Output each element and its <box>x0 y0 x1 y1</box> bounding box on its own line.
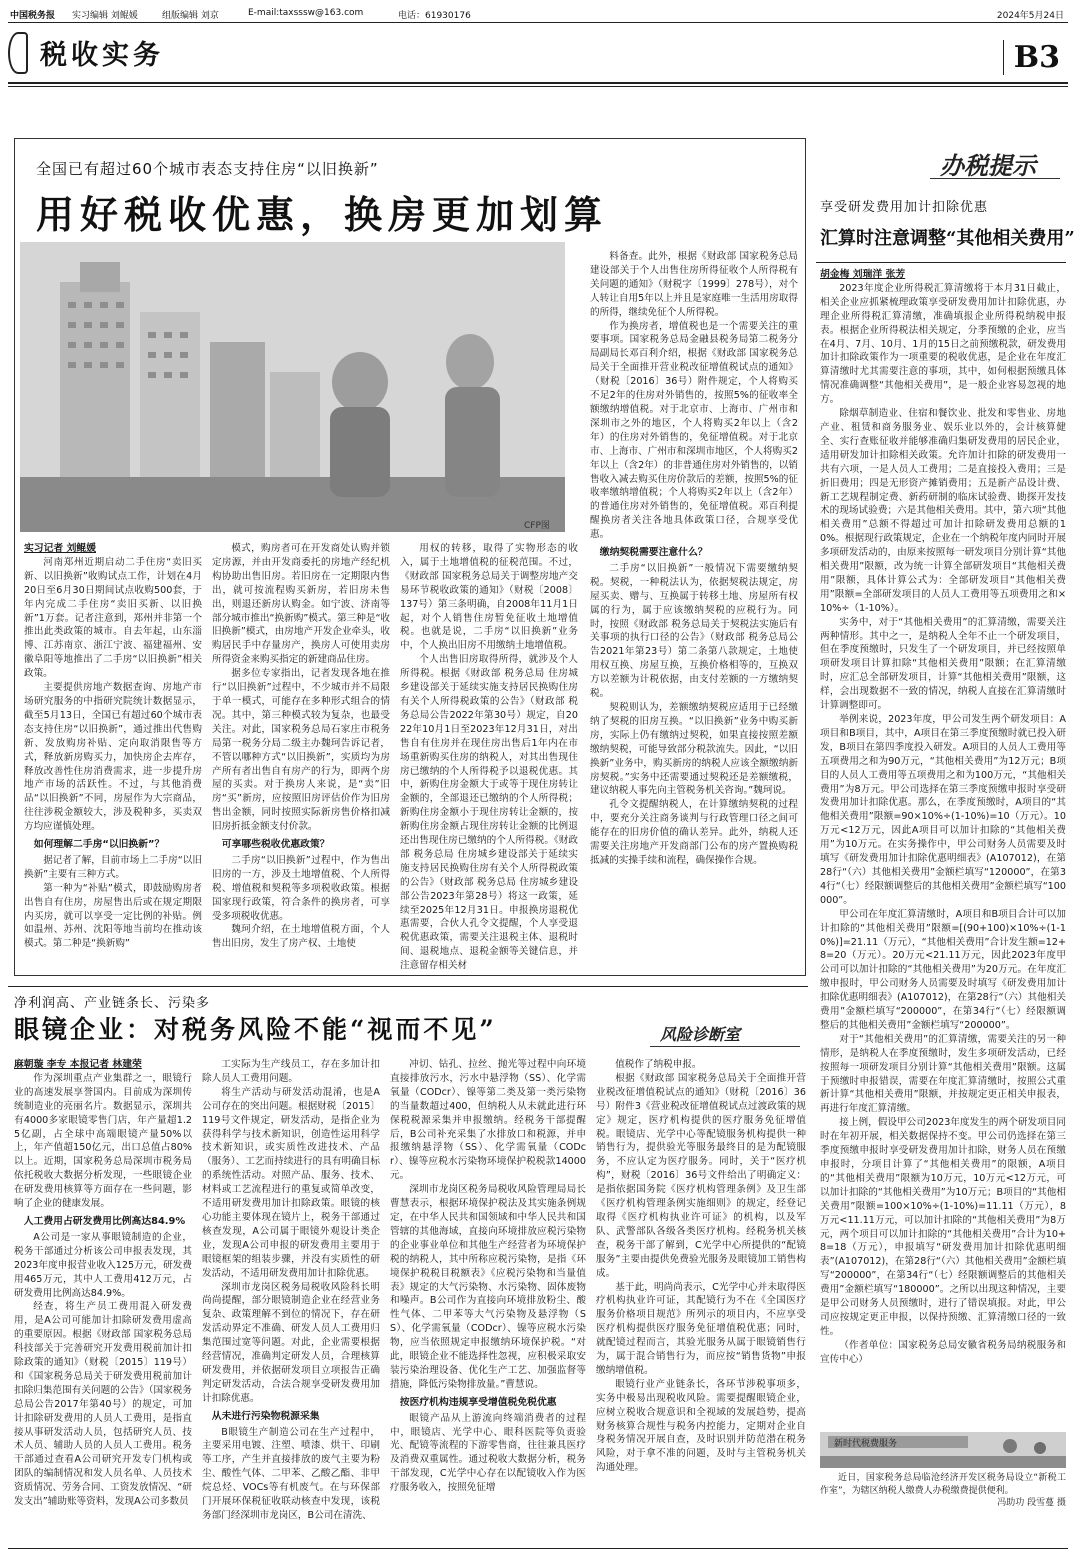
lead-paragraph: 孔令文提醒纳税人，在计算缴纳契税的过程中，要充分关注商务谈判与行政管理口径之间可能存在的旧房价值的确认差异。此外，纳税人还需要关注房地产开发商部门公布的房产置换购税抵减的实操手续和流程，确保操作合规。 <box>590 799 798 866</box>
tax-office-photo <box>820 1432 1066 1468</box>
tip-paragraph: 举例来说，2023年度，甲公司发生两个研发项目：A项目和B项目，其中，A项目在第三季度预缴时就已投入研发，B项目在第四季度投入研发。A项目的人员人工费用等五项费用之和为90万元，“其他相关费用”为12万元；B项目的人员人工费用等五项费用之和为100万元，“其他相关费用”为8万元。甲公司选择在第三季度预缴申报时享受研发费用加计扣除优惠。那么，在季度预缴时，A项目的“其他相关费用”限额=90×10%÷(1-10%)=10（万元）。10万元<12万元，因此A项目可以加计扣除的“其他相关费用”为10万元。在实务操作中，甲公司财务人员需要及时填写《研发费用加计扣除优惠明细表》(A107012)，在第28行“（六）其他相关费用”金额栏填写“120000”，在第34行“（七）经限额调整后的其他相关费用”金额栏填写“100000”。 <box>820 714 1066 906</box>
second-paragraph: 工实际为生产线员工，存在多加计扣除人员人工费用问题。 <box>202 1059 380 1084</box>
lead-photo-credit: CFP图 <box>524 521 550 531</box>
lead-column-2 <box>212 542 390 972</box>
photo-caption: 近日，国家税务总局临沧经济开发区税务局设立“新税工作室”，为辖区纳税人缴费人办税缴费提供便利。 <box>820 1473 1066 1496</box>
tip-brand: 办税提示 <box>940 151 1036 180</box>
lead-subhead: 如何理解二手房“以旧换新”？ <box>33 839 165 851</box>
second-paragraph: 深圳市龙岗区税务局税收风险科长明尚尚提醒，部分眼镜制造企业在经营业务复杂、政策理解不到位的情况下，存在研发活动界定不准确、研发人员人工费用归集范围过宽等问题。对此，企业需要根据经营情况，准确判定研发人员，合理核算研发费用，并依据研发项目立项报告正确判定研发活动，合法合规享受研发费用加计扣除优惠。 <box>202 1281 380 1404</box>
second-byline: 麻朝璇 李专 本报记者 林建荣 <box>14 1059 142 1070</box>
phone: 电话：61930176 <box>398 11 471 21</box>
second-paragraph: 作为深圳重点产业集群之一，眼镜行业的高速发展享誉国内。目前成为深圳传统制造业的亮丽名片。数据显示，深圳共有4000多家眼镜零售门店，年产量超1.25亿副，占全球中高端眼镜产量50%以上，年产值超150亿元，出口总值占80%以上。近期，国家税务总局深圳市税务局依托税收大数据分析发现，一些眼镜企业在研发费用核算等方面存在一些问题，影响了企业的健康发展。 <box>14 1072 192 1210</box>
lead-subhead: 可享哪些税收优惠政策？ <box>221 839 330 851</box>
second-paragraph: 经查，将生产员工费用混入研发费用，是A公司可能加计扣除研发费用虚高的重要原因。根据《财政部 国家税务总局 科技部关于完善研究开发费用税前加计扣除政策的通知》（财税〔2015〕119号）和《国家税务总局关于研发费用税前加计扣除归集范围有关问题的公告》（国家税务总局公告2017年第40号）的规定，可加计扣除研发费用的人员人工费用，是指直接从事研发活动人员，包括研究人员、技术人员、辅助人员的人员人工费用。税务干部通过查看A公司研究开发专门机构或团队的编制情况和发人员名单、人员技术资质情况、劳务合同、工资发放情况、“研发支出”辅助账等资料，发现A公司多数员 <box>14 1301 192 1508</box>
second-subhead: 从未进行污染物税源采集 <box>211 1410 320 1422</box>
section-title: 税收实务 <box>40 40 164 71</box>
second-subhead: 人工费用占研发费用比例高达84.9% <box>23 1215 186 1227</box>
page-number: B3 <box>1003 40 1060 75</box>
second-paragraph: B眼镜生产制造公司在生产过程中，主要采用电镀、注塑、喷漆、烘干、印刷等工序，产生并直接排放的废气主要为粉尘、酸性气体、二甲苯、乙酸乙酯、非甲烷总烃、VOCs等有机废气。在与环保部门开展环保税征收联动核查中发现，该税务部门经深圳市龙岗区，B公司在清洗、 <box>202 1426 380 1521</box>
second-paragraph: 眼镜行业产业链条长，各环节涉税事项多，实务中极易出现税收风险。需要提醒眼镜企业，应树立税收合规意识和全视域的发展趋势，提高财务核算合规性与税务内控能力，定期对企业自身税务情况开展自查，及时识别并防范潜在税务风险，对于拿不准的问题，及时与主管税务机关沟通处理。 <box>596 1378 806 1474</box>
issue-date: 2024年5月24日 <box>996 11 1064 21</box>
second-paragraph: 基于此，明尚尚表示，C光学中心并未取得医疗机构执业许可证，其配镜行为不在《全国医疗服务价格项目规范》所列示的项目内，不应享受医疗机构提供医疗服务免征增值税优惠；同时，就配镜过程而言，其验光服务从属于眼镜销售行为，属于混合销售行为，而应按“销售货物”申报缴纳增值税。 <box>596 1281 806 1376</box>
second-column-3 <box>390 1058 586 1548</box>
lead-paragraph: 个人出售旧房取得所得，就涉及个人所得税。根据《财政部 税务总局 住房城乡建设部关于延续实施支持居民换购住房有关个人所得税政策的公告》（财政部 税务总局公告2022年第30号）规定，自2022年10月1日至2023年12月31日，对出售自有住房并在现住房出售后1年内在市场重新购买住房的纳税人，对其出售现住房已缴纳的个人所得税予以退税优惠。其中，新购住房金额大于或等于现住房转让金额的，全部退还已缴纳的个人所得税；新购住房金额小于现住房转让金额的，按新购住房金额占现住房转让金额的比例退还出售现住房已缴纳的个人所得税。《财政部 税务总局 住房城乡建设部关于延续实施支持居民换购住房有关个人所得税政策的公告》（财政部 税务总局 住房城乡建设部公告2023年第28号）将这一政策，延续至2025年12月31日。申报换房退税优惠需要，合伙人孔令文提醒，个人享受退税优惠政策，需要关注退税主体、退税时间、退税地点、退税金额等关键信息，并注意留存相关材 <box>400 654 578 972</box>
second-subhead: 按医疗机构违规享受增值税免税优惠 <box>399 1396 557 1408</box>
paper-name: 中国税务报 <box>10 11 56 21</box>
second-paragraph: 根据《财政部 国家税务总局关于全面推开营业税改征增值税试点的通知》（财税〔2016〕36号）附件3《营业税改征增值税试点过渡政策的规定》规定，医疗机构提供的医疗服务免征增值税。眼镜店、光学中心等配镜服务机构提供一种销售行为，提供验光等服务最终目的是为配镜服务，不应认定为医疗服务。同时，关于“医疗机构”，财税〔2016〕36号文件给出了明确定义：是指依据国务院《医疗机构管理条例》及卫生部《医疗机构管理条例实施细则》的规定，经登记取得《医疗机构执业许可证》的机构，以及军队、武警部队各级各类医疗机构。经税务机关核查，税务干部了解到，C光学中心所提供的“配镜服务”主要由提供免费验光服务及眼镜加工销售构成。 <box>596 1072 806 1279</box>
tip-paragraph: 接上例，假设甲公司2023年度发生的两个研发项目同时在年初开展，相关数据保持不变。甲公司仍选择在第三季度预缴申报时享受研发费用加计扣除，财务人员在预缴申报时，分项目计算了“其他相关费用”的限额，A项目的“其他相关费用”限额为10万元，10万元<12万元，可以加计扣除的“其他相关费用”为10万元；B项目的“其他相关费用”限额=100×10%÷(1-10%)=11.11（万元），8万元<11.11万元，可以加计扣除的“其他相关费用”为8万元，两个项目可以加计扣除的“其他相关费用”合计为10+8=18（万元），申报填写“研发费用加计扣除优惠明细表”(A107012)，在第28行“（六）其他相关费用”金额栏填写“200000”，在第34行“（七）经限额调整后的其他相关费用”金额栏填写“180000”。之所以出现这种情况，主要是甲公司财务人员预缴时，进行了错误填报。对此，甲公司应按规定更正申报，以保持预缴、汇算清缴口径的一致性。 <box>820 1117 1066 1337</box>
risk-clinic-underline <box>650 1046 800 1047</box>
second-column-4 <box>596 1058 806 1548</box>
lead-paragraph: 二手房“以旧换新”过程中，作为售出旧房的一方，涉及土地增值税、个人所得税、增值税和契税等多项税收政策。根据国家现行政策，符合条件的换房者，可享受多项税收优惠。 <box>212 854 390 922</box>
second-paragraph: 将生产活动与研发活动混淆，也是A公司存在的突出问题。根据财税〔2015〕119号文件规定，研发活动，是指企业为获得科学与技术新知识，创造性运用科学技术新知识，或实质性改进技术、产品（服务）、工艺而持续进行的具有明确目标的系统性活动。对照产品、服务、技术、材料或工艺流程进行的重复或简单改变，不适用研发费用加计扣除政策。眼镜的核心功能主要体现在镜片上，税务干部通过核查发现，A公司属于眼镜外观设计类企业，发现A公司申报的研发费用主要用于眼镜框架的组装步骤，并没有实质性的研发活动，不适用研发费用加计扣除优惠。 <box>202 1086 380 1279</box>
second-headline: 眼镜企业：对税务风险不能“视而不见” <box>14 1015 497 1044</box>
lead-photo <box>20 242 565 532</box>
tax-service-desk-illustration <box>820 1432 1066 1468</box>
tip-brand-underline <box>930 178 1060 179</box>
tip-paragraph: 甲公司在年度汇算清缴时，A项目和B项目合计可以加计扣除的“其他相关费用”限额=[(90+100)×10%÷(1-10%)]=21.11（万元），“其他相关费用”合计发生额=12+8=20（万元）。20万元<21.11万元，因此2023年度甲公司可以加计扣除的“其他相关费用”为20万元。在年度汇缴申报时，甲公司财务人员需要及时填写《研发费用加计扣除优惠明细表》(A107012)，在第28行“（六）其他相关费用”金额栏填写“200000”，在第34行“（七）经限额调整后的其他相关费用”金额栏填写“200000”。 <box>820 908 1066 1031</box>
tip-byline: 胡金梅 刘瑞洋 张芳 <box>820 269 906 280</box>
photo-banner-text: 新时代税费服务 <box>834 1439 898 1449</box>
tip-column <box>820 268 1066 1428</box>
lead-paragraph: 二手房“以旧换新”一般情况下需要缴纳契税。契税，一种税法认为，依据契税法规定，房屋买卖、赠与、互换属于转移土地、房屋所有权属的行为，属于应该缴纳契税的应税行为。同时，按照《财政部 税务总局关于契税法实施后有关事项的执行口径的公告》（财政部 税务总局公告2021年第23号）第二条第八款规定，土地使用权互换、房屋互换，互换价格相等的，互换双方以差额为计税依据，由支付差额的一方缴纳契税。 <box>590 562 798 700</box>
lead-headline: 用好税收优惠，换房更加划算 <box>36 192 609 237</box>
housing-model-illustration <box>20 242 565 532</box>
tip-paragraph: 实务中，对于“其他相关费用”的汇算清缴，需要关注两种情形。其中之一，是纳税人全年不止一个研发项目，但在季度预缴时，只发生了一个研发项目，并已经按照单项研发项目计算扣除“其他相关费用”限额；在汇算清缴时，应汇总全部研发项目，计算“其他相关费用”限额，这样，会出现数据不一致的情况，纳税人直接在汇算清缴时计算调整即可。 <box>820 616 1066 712</box>
second-paragraph: 眼镜产品从上游流向终端消费者的过程中，眼镜店、光学中心、眼科医院等负责验光、配镜等流程的下游零售商，往往兼具医疗及消费双重属性。通过税收大数据分析，税务干部发现，C光学中心存在以配镜收入作为医疗服务收入，按照免征增 <box>390 1412 586 1494</box>
tip-kicker: 享受研发费用加计扣除优惠 <box>820 200 989 215</box>
lead-paragraph: 主要提供房地产数据查询、房地产市场研究服务的中指研究院统计数据显示，截至5月13日，全国已有超过60个城市表态支持住房“以旧换新”，通过推出代售购新、发放购房补贴、定向取消限售等方式，释放新房购买力，加快房企去库存，释放改善性住房消费需求，进一步提升房地产市场的活跃性。不过，与其他消费品“以旧换新”不同，房屋作为大宗商品，往往涉税金额较大，涉及税种多，买卖双方均应谨慎处理。 <box>24 682 202 833</box>
section-scroll-icon <box>8 32 28 74</box>
layout-editor: 组版编辑 刘京 <box>162 11 219 21</box>
second-paragraph: 冲切、钻孔、拉丝、抛光等过程中向环境直接排放污水，污水中悬浮物（SS）、化学需氧量（CODcr）、镍等第二类及第一类污染物的当量数超过400，但纳税人从未就此进行环保税税源采集并申报缴纳。经税务干部提醒后，B公司补充采集了水排放口和税源，并申报缴纳悬浮物（SS）、化学需氧量（CODcr）、镍等应税水污染物环境保护税税款14000元。 <box>390 1059 586 1182</box>
second-column-2 <box>202 1058 380 1548</box>
lead-paragraph: 河南郑州近期启动二手住房“卖旧买新、以旧换新”收购试点工作，计划在4月20日至6月30日期间试点收购500套，于年内完成二手住房“卖旧买新、以旧换新”1万套。记者注意到，郑州并非第一个推出此类政策的城市。自去年起，山东淄博、江苏南京、浙江宁波、福建福州、安徽阜阳等地推出了二手房“以旧换新”相关政策。 <box>24 556 202 680</box>
photo-caption-block <box>820 1472 1066 1534</box>
lead-column-4 <box>590 250 798 972</box>
lead-paragraph: 契税则认为，差额缴纳契税应适用于已经缴纳了契税的旧房互换。“以旧换新”业务中购买新房，实际上仍有缴纳过契税，如果直接按照差额缴纳契税，可能导致部分税款流失。因此，“以旧换新”业务中，购买新房的纳税人应该全额缴纳新房契税。”实务中还需要通过契税还是差额缴税，建议纳税人事先向主管税务机关咨询。”魏珂说。 <box>590 702 798 797</box>
tip-headline: 汇算时注意调整“其他相关费用” <box>820 228 1075 249</box>
lead-column-1 <box>24 542 202 972</box>
tip-paragraph: 除烟草制造业、住宿和餐饮业、批发和零售业、房地产业、租赁和商务服务业、娱乐业以外的，会计核算健全、实行查账征收并能够准确归集研发费用的居民企业，适用研发加计扣除相关政策。允许加计扣除的研发费用一共有六项，一是人员人工费用；二是直接投入费用；三是折旧费用；四是无形资产摊销费用；五是新产品设计费、新工艺规程制定费、新药研制的临床试验费、勘探开发技术的现场试验费；六是其他相关费用。其中，第六项“其他相关费用”总额不得超过可加计扣除研发费用总额的10%。根据现行政策规定，企业在一个纳税年度内同时开展多项研发活动的，由原来按照每一研发项目分别计算“其他相关费用”限额，改为统一计算全部研发项目“其他相关费用”限额，具体计算公式为：全部研发项目“其他相关费用”限额=全部研发项目的人员人工费用等五项费用之和×10%÷（1-10%）。 <box>820 408 1066 614</box>
risk-clinic-brand: 风险诊断室 <box>660 1025 741 1044</box>
lead-paragraph: 第一种为“补贴”模式，即鼓励购房者出售自有住房，房屋售出后或在规定期限内买房，就可以享受一定比例的补贴。例如温州、苏州、沈阳等地当前均在推动该模式。第二种是“换新购” <box>24 882 202 950</box>
tip-paragraph: 2023年度企业所得税汇算清缴将于本月31日截止，相关企业应抓紧梳理政策享受研发费用加计扣除优惠，办理企业所得税汇算清缴，准确填报企业所得税纳税申报表。根据企业所得税法相关规定，分季预缴的企业，应当在4月、7月、10月、1月的15日之前预缴税款，研发费用加计扣除政策作为一项重要的税收优惠，是企业在年度汇算清缴时尤其需要注意的事项，其中，如何根据预缴具体情况准确调整“其他相关费用”，是一般企业容易忽视的地方。 <box>820 282 1066 406</box>
lead-column-3 <box>400 542 578 972</box>
second-paragraph: A公司是一家从事眼镜制造的企业，税务干部通过分析该公司申报表发现，其2023年度申报营业收入125万元，研发费用465万元，其中人工费用412万元，占研发费用比例高达84.9%。 <box>14 1231 192 1299</box>
lead-kicker: 全国已有超过60个城市表态支持住房“以旧换新” <box>36 160 379 178</box>
lead-subhead: 缴纳契税需要注意什么？ <box>599 547 708 559</box>
lead-paragraph: 模式，购房者可在开发商处认购并锁定房源，并由开发商委托的房地产经纪机构协助出售旧房。若旧房在一定期限内售出，就可按流程购买新房，若旧房未售出，则退还新房认购金。如宁波、济南等部分城市推出“换新购”模式。第三种是“收旧换新”模式，由房地产开发企业牵头，收购居民手中存量房产，换房人可使用卖房所得资金来购买指定的新建商品住房。 <box>212 543 390 666</box>
lead-paragraph: 据记者了解，目前市场上二手房“以旧换新”主要有三种方式。 <box>24 854 202 880</box>
lead-paragraph: 作为换房者，增值税也是一个需要关注的重要事项。国家税务总局金融县税务局第二税务分局副局长邓百利介绍，根据《财政部 国家税务总局关于全面推开营业税改征增值税试点的通知》（财税〔2016〕36号）附件规定，个人将购买不足2年的住房对外销售的，按照5%的征收率全额缴纳增值税。对于北京市、上海市、广州市和深圳市之外的地区，个人将购买2年以上（含2年）的住房对外销售的，免征增值税。对于北京市、上海市、广州市和深圳市地区，个人将购买2年以上（含2年）的非普通住房对外销售的，以销售收入减去购买住房价款后的差额，按照5%的征收率缴纳增值税；个人将购买2年以上（含2年）的普通住房对外销售的，免征增值税。邓百利提醒换房者关注各地具体政策口径，合规享受优惠。 <box>590 320 798 541</box>
second-paragraph: 深圳市龙岗区税务局税收风险管理局局长曹慧表示，根据环境保护税法及其实施条例规定，在中华人民共和国领域和中华人民共和国管辖的其他海域，直接向环境排放应税污染物的企业事业单位和其他生产经营者为环境保护税的纳税人，其中所称应税污染物，是指《环境保护税税目税额表》《应税污染物和当量值表》规定的大气污染物、水污染物、固体废物和噪声。B公司作为直接向环境排放粉尘、酸性气体、二甲苯等大气污染物及悬浮物（SS）、化学需氧量（CODcr）、镍等应税水污染物，应当依照规定申报缴纳环境保护税。“对此，眼镜企业不能选择性忽视，应积极采取安装污染治理设备、优化生产工艺、加强监督等措施，降低污染物排放量。”曹慧说。 <box>390 1184 586 1390</box>
lead-paragraph: 用权的转移，取得了实物形态的收入，属于土地增值税的征税范围。不过，《财政部 国家税务总局关于调整房地产交易环节税收政策的通知》（财税〔2008〕137号）第三条明确，自2008年11月1日起，对个人销售住房暂免征收土地增值税。也就是说，二手房“以旧换新”业务中，个人换出旧房不用缴纳土地增值税。 <box>400 543 578 652</box>
second-paragraph: 值税作了纳税申报。 <box>615 1059 702 1070</box>
tip-paragraph: （作者单位：国家税务总局安徽省税务局纳税服务和宣传中心） <box>820 1339 1066 1365</box>
email: E-mail:taxsssw@163.com <box>248 8 364 18</box>
second-column-1 <box>14 1058 192 1548</box>
intern-editor: 实习编辑 刘鲲媛 <box>72 11 138 21</box>
lead-paragraph: 据多位专家指出，记者发现各地在推行“以旧换新”过程中，不少城市并不局限于单一模式，可能存在多种形式组合的情况。其中，第三种模式较为复杂，也最受关注。对此，国家税务总局石家庄市税务局第一税务分局二级主办魏珂告诉记者，不管以哪种方式“以旧换新”，实质均为房产所有者出售自有房产的行为，即两个房屋的买卖。对于换房人来说，是“卖”旧房“买”新房，应按照旧房评估价作为旧房售出金额，同时按照实际新房售价格扣减旧房折抵金额支付价款。 <box>212 668 390 833</box>
lead-paragraph: 魏珂介绍，在土地增值税方面，个人售出旧房，发生了房产权、土地使 <box>212 924 390 950</box>
tip-paragraph: 对于“其他相关费用”的汇算清缴，需要关注的另一种情形，是纳税人在季度预缴时，发生多项研发活动，已经按照每一项研发项目分别计算“其他相关费用”限额。这属于预缴时申报错误，需要在年度汇算清缴时，按照公式重新计算“其他相关费用”限额，并按规定更正相关申报表，再进行年度汇算清缴。 <box>820 1033 1066 1115</box>
lead-byline: 实习记者 刘鲲媛 <box>24 543 96 554</box>
lead-paragraph: 料备查。此外，根据《财政部 国家税务总局 建设部关于个人出售住房所得征收个人所得税有关问题的通知》（财税字〔1999〕278号），对个人转让自用5年以上并且是家庭唯一生活用房取得的所得，继续免征个人所得税。 <box>590 251 798 318</box>
photo-credit: 冯助功 段雪蔓 摄 <box>997 1498 1066 1508</box>
second-kicker: 净利润高、产业链条长、污染多 <box>14 996 211 1011</box>
